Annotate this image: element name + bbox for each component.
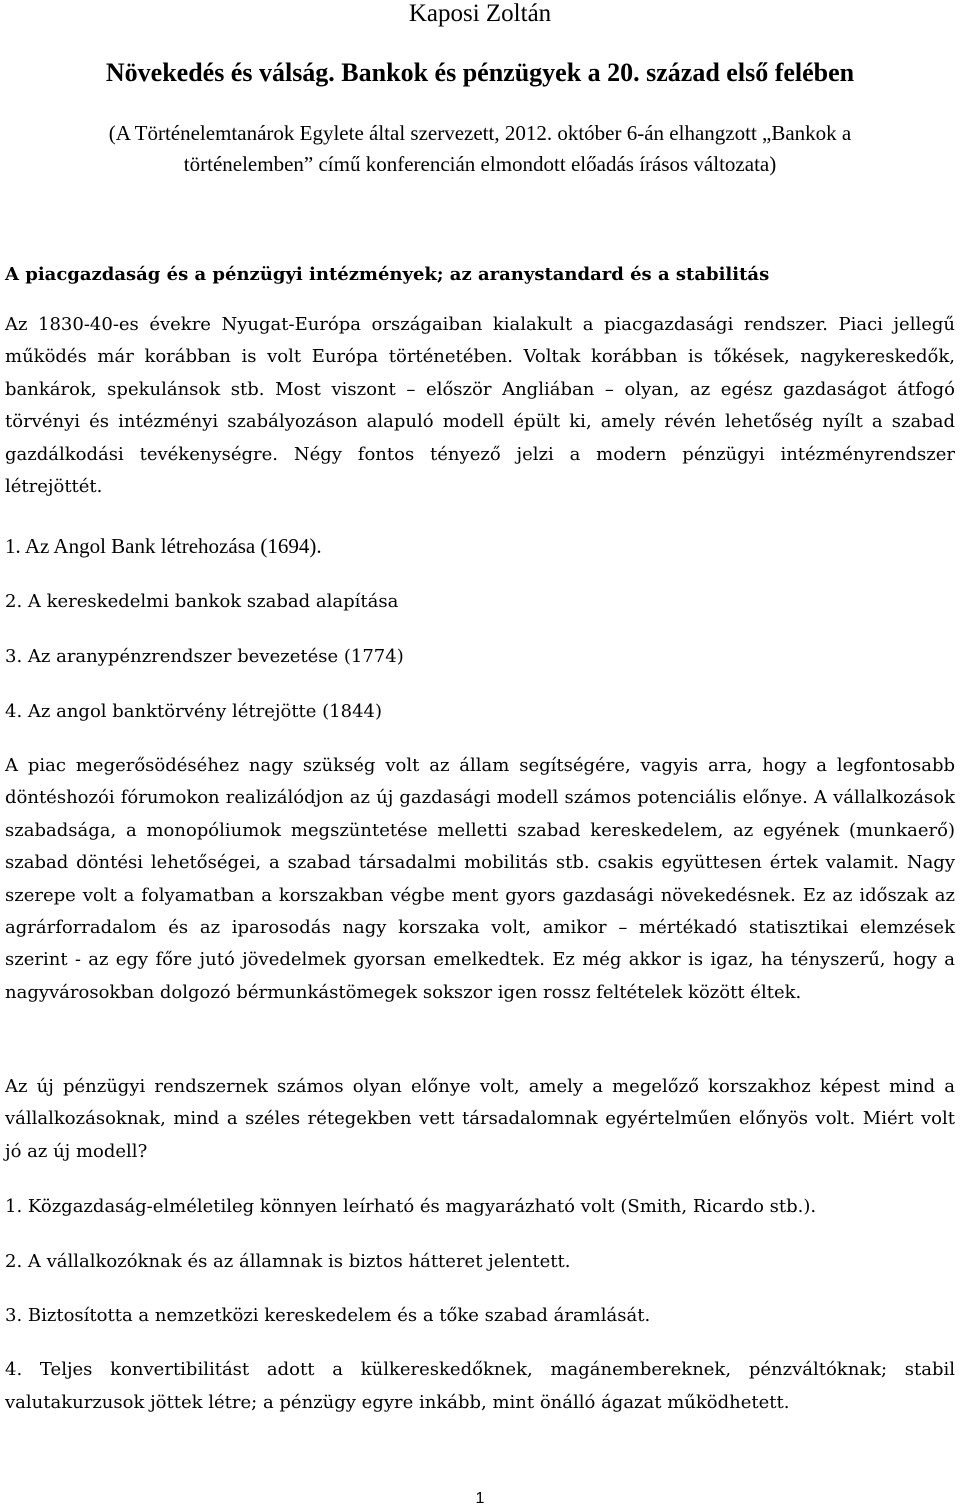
author-name: Kaposi Zoltán xyxy=(408,0,552,27)
market-paragraph: A piac megerősödéséhez nagy szükség volt az állam segítségére, vagyis arra, hogy a legfontosabb döntéshozói fórumokon realizálódjon az új gazdasági modell számos potenciális előnye. A vállalkozások szabadsága, a monopóliumok megszüntetése melletti szabad kereskedelem, az egyének (munkaerő) szabad döntési lehetőségei, a szabad társadalmi mobilitás stb. csakis együttesen értek valamit. Nagy szerepe volt a folyamatban a korszakban végbe ment gyors gazdasági növekedésnek. Ez az időszak az agrárforradalom és az iparosodás nagy korszaka volt, amikor – mértékadó statisztikai elemzések szerint - az egy főre jutó jövedelmek gyorsan emelkedtek. Ez még akkor is igaz, ha tényszerű, hogy a nagyvárosokban dolgozó bérmunkástömegek sokszor igen rossz feltételek között éltek. xyxy=(5,755,955,1003)
reason-item-3: 3. Biztosította a nemzetközi kereskedelem és a tőke szabad áramlását. xyxy=(5,1305,651,1326)
reason-item-1: 1. Közgazdaság-elméletileg könnyen leírható és magyarázható volt (Smith, Ricardo stb.). xyxy=(5,1196,817,1217)
factor-item-2: 2. A kereskedelmi bankok szabad alapítása xyxy=(5,591,399,612)
reason-item-4: 4. Teljes konvertibilitást adott a külkereskedőknek, magánembereknek, pénzváltóknak; stabil valutakurzusok jöttek létre; a pénzügy egyre inkább, mint önálló ágazat működhetett. xyxy=(5,1359,955,1413)
factor-item-4: 4. Az angol banktörvény létrejötte (1844) xyxy=(5,701,383,722)
page-number: 1 xyxy=(475,1490,485,1507)
advantages-paragraph: Az új pénzügyi rendszernek számos olyan előnye volt, amely a megelőző korszakhoz képest mind a vállalkozásoknak, mind a széles rétegekben vett társadalomnak egyértelműen előnyös volt. Miért volt jó az új modell? xyxy=(5,1076,955,1162)
reason-item-2: 2. A vállalkozóknak és az államnak is biztos hátteret jelentett. xyxy=(5,1251,571,1272)
factor-item-3: 3. Az aranypénzrendszer bevezetése (1774) xyxy=(5,646,404,667)
intro-paragraph: Az 1830-40-es évekre Nyugat-Európa országaiban kialakult a piacgazdasági rendszer. Piaci jellegű működés már korábban is volt Európa történetében. Voltak korábban is tőkések, nagykereskedők, bankárok, spekulánsok stb. Most viszont – először Angliában – olyan, az egész gazdaságot átfogó törvényi és intézményi szabályozáson alapuló modell épült ki, amely révén lehetőség nyílt a szabad gazdálkodási tevékenységre. Négy fontos tényező jelzi a modern pénzügyi intézményrendszer létrejöttét. xyxy=(5,314,955,498)
factor-item-1: 1. Az Angol Bank létrehozása (1694). xyxy=(5,534,322,558)
subtitle: (A Történelemtanárok Egylete által szervezett, 2012. október 6-án elhangzott „Bankok a történelemben” című konferencián elmondott előadás írásos változata) xyxy=(108,121,852,176)
section-heading: A piacgazdaság és a pénzügyi intézmények; az aranystandard és a stabilitás xyxy=(5,264,770,285)
page-title: Növekedés és válság. Bankok és pénzügyek a 20. század első felében xyxy=(105,58,855,87)
